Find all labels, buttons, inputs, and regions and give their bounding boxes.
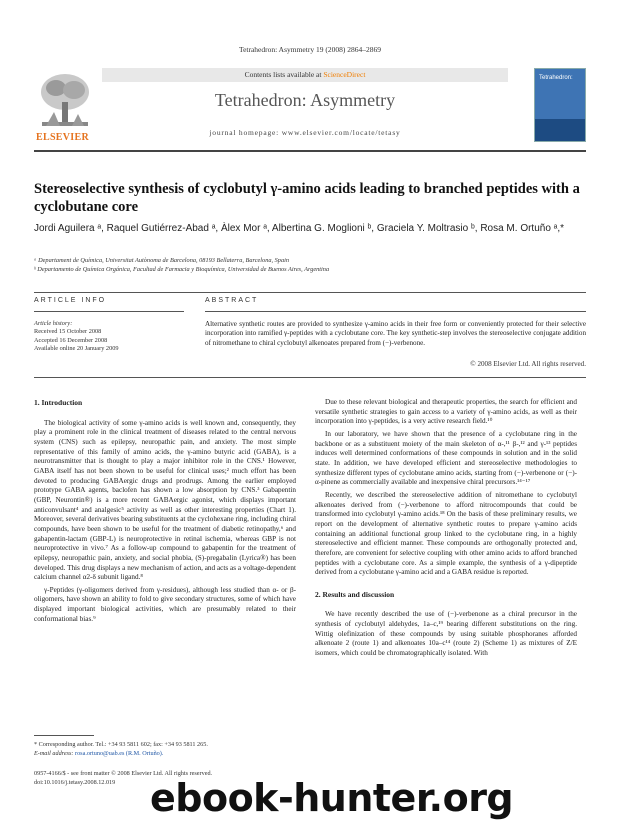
masthead-rule <box>34 150 586 152</box>
corresponding-author-line: * Corresponding author. Tel.: +34 93 5811 602; fax: +34 93 5811 265. <box>34 741 208 748</box>
doi-line[interactable]: doi:10.1016/j.tetasy.2008.12.019 <box>34 778 116 786</box>
email-line <box>34 750 296 759</box>
online-date: Available online 20 January 2009 <box>34 344 119 352</box>
section-rule-top <box>34 292 586 293</box>
history-label: Article history: <box>34 320 73 327</box>
received-date: Received 15 October 2008 <box>34 328 102 336</box>
masthead-center <box>102 68 508 148</box>
cover-band <box>535 119 585 141</box>
elsevier-tree-logo <box>34 68 96 148</box>
article-info-heading: ARTICLE INFO <box>34 297 107 304</box>
affiliations <box>34 256 586 274</box>
elsevier-wordmark: ELSEVIER <box>36 132 89 143</box>
journal-masthead <box>34 68 586 154</box>
intro-paragraph-1: The biological activity of some γ-amino acids is well known and, consequently, they play a prominent role in the clinical treatment of diseases related to the central nervous system (CNS) such as epilepsy, neuropathic pain, and anxiety. The most simple representative of this family of amino acids, the γ-amino butyric acid (GABA), is a neurotransmitter that is thought to play a major inhibitor role in the CNS.¹ However, GABA itself has not been shown to be useful for clinical uses;² much effort has been devoted to producing GABAergic drugs and prodrugs. Among the earlier employed prototype GABA agents, baclofen has shown a low absorption by CNS.³ Gabapentin (GBP, Neurontin®) is a more recent GABAergic agonist, which displays important anticonvulsant⁴ and analgesic⁵ activity as well as other interesting properties (Chart 1). Moreover, several derivatives bearing substituents at the cyclohexane ring, including chiral compounds, have been shown to be useful for the treatment of diabetic retinopathy,⁶ and gabapentin-lactam (GBP-L) is neuroprotective in retinal ischemia, whereas GBP is not neuroprotective in vivo.⁷ As a follow-up compound to gabapentin for the treatment of epilepsy, neuropathic pain, anxiety, and social phobia, (S)-pregabalin (Lyrica®) has been developed. This drug displays a new mechanism of action, and acts as a voltage-dependent calcium channel α2-δ subunit ligand.⁸ <box>34 418 296 582</box>
body-column-right <box>315 398 577 662</box>
cover-title: Tetrahedron: <box>539 75 573 81</box>
journal-homepage[interactable]: journal homepage: www.elsevier.com/locate/tetasy <box>209 128 401 137</box>
abstract-text: Alternative synthetic routes are provided to synthesize γ-amino acids in their free form or conveniently protected for their selective incorporation into ramified γ-peptides with a cyclobutane core. The key synthetic-step involves the stereoselective conjugate addition of nitromethane to chiral cyclobutyl alkenoates prepared from (−)-verbenone. <box>205 320 586 347</box>
intro-paragraph-2: γ-Peptides (γ-oligomers derived from γ-residues), although less studied than α- or β-oligomers, have shown an ability to fold to give secondary structures, some of which have displayed important biological activities, which are presumably related to their conformational bias.⁹ <box>34 585 296 623</box>
email-link[interactable]: rosa.ortuno@uab.es (R.M. Ortuño). <box>75 749 164 757</box>
copyright-notice: © 2008 Elsevier Ltd. All rights reserved. <box>470 360 586 368</box>
results-paragraph-1: We have recently described the use of (−)-verbenone as a chiral precursor in the synthesis of cyclobutyl aldehydes, 1a–c,¹⁹ bearing different substitutions on the ring. Wittig olefinization of these compounds by using suitable phosphoranes afforded alkenoate 2 (route 1) and alkenoates 10a–c¹⁴ (route 2) (Scheme 1) as mixtures of Z/E isomers, which could be chromatographically isolated. With <box>315 610 577 658</box>
affiliation-b: ᵇ Departamento de Química Orgánica, Facultad de Farmacia y Bioquímica, Universidad de Buenos Aires, Argentina <box>34 266 330 273</box>
article-history <box>34 320 184 353</box>
results-heading: 2. Results and discussion <box>315 589 395 599</box>
body-column-left <box>34 398 296 627</box>
abstract-rule <box>205 311 586 312</box>
right-paragraph-2: In our laboratory, we have shown that the presence of a cyclobutane ring in the backbone or as a substituent moiety of the main skeleton of α-,¹¹ β-,¹² and γ-¹³ peptides induces well determined conformations of these compounds in solution and in the solid state. In addition, we have developed efficient and stereoselective methodologies to synthesize different types of cyclobutane amino acids, starting from (−)-verbenone or (−)-α-pinene as commercially available and inexpensive chiral precursors.¹⁴⁻¹⁷ <box>315 429 577 487</box>
right-paragraph-1: Due to these relevant biological and therapeutic properties, the search for efficient and versatile synthetic strategies to gain access to a variety of γ-amino acids, as well as their incorporation into γ-peptides, is a very active research field.¹⁰ <box>315 398 577 426</box>
watermark: ebook-hunter.org <box>150 776 514 820</box>
corresponding-author-footnote <box>34 741 296 758</box>
accepted-date: Accepted 16 December 2008 <box>34 336 108 344</box>
footnote-rule <box>34 735 94 736</box>
article-info-rule <box>34 311 184 312</box>
affiliation-a: ᵃ Departament de Química, Universitat Autònoma de Barcelona, 08193 Bellaterra, Barcelona, Spain <box>34 257 289 264</box>
contents-prefix: Contents lists available at <box>244 70 324 79</box>
email-label: E-mail address: <box>34 749 74 757</box>
journal-cover-thumbnail <box>534 68 586 142</box>
issn-line: 0957-4166/$ - see front matter © 2008 Elsevier Ltd. All rights reserved. <box>34 770 213 777</box>
sciencedirect-link[interactable]: ScienceDirect <box>323 70 366 79</box>
journal-title: Tetrahedron: Asymmetry <box>214 90 396 110</box>
running-head: Tetrahedron: Asymmetry 19 (2008) 2864–2869 <box>239 45 381 54</box>
right-paragraph-3: Recently, we described the stereoselective addition of nitromethane to cyclobutyl alkenoates derived from (−)-verbenone to afford nitrocompounds that could be transformed into cyclobutyl γ-amino acids.¹⁸ On the basis of these preliminary results, we report on the development of alternative synthetic routes to prepare γ-amino acids containing an additional functional group linked to the cyclobutane ring, in a highly stereoselective and efficient manner. These compounds are orthogonally protected and, therefore, are convenient for selective coupling with other amino acids to afford branched peptides with a cyclobutane core. As a simple example, the synthesis of a γ-dipeptide derived from a cyclobutane γ-amino acid and a GABA residue is reported. <box>315 490 577 577</box>
article-title: Stereoselective synthesis of cyclobutyl γ-amino acids leading to branched peptides with a cyclobutane core <box>34 181 580 215</box>
author-list: Jordi Aguilera ᵃ, Raquel Gutiérrez-Abad ᵃ, Àlex Mor ᵃ, Albertina G. Moglioni ᵇ, Graciela Y. Moltrasio ᵇ, Rosa M. Ortuño ᵃ,* <box>34 223 565 234</box>
contents-bar <box>102 68 508 82</box>
abstract-heading: ABSTRACT <box>205 297 259 304</box>
section-rule-bottom <box>34 377 586 378</box>
introduction-heading: 1. Introduction <box>34 398 83 407</box>
